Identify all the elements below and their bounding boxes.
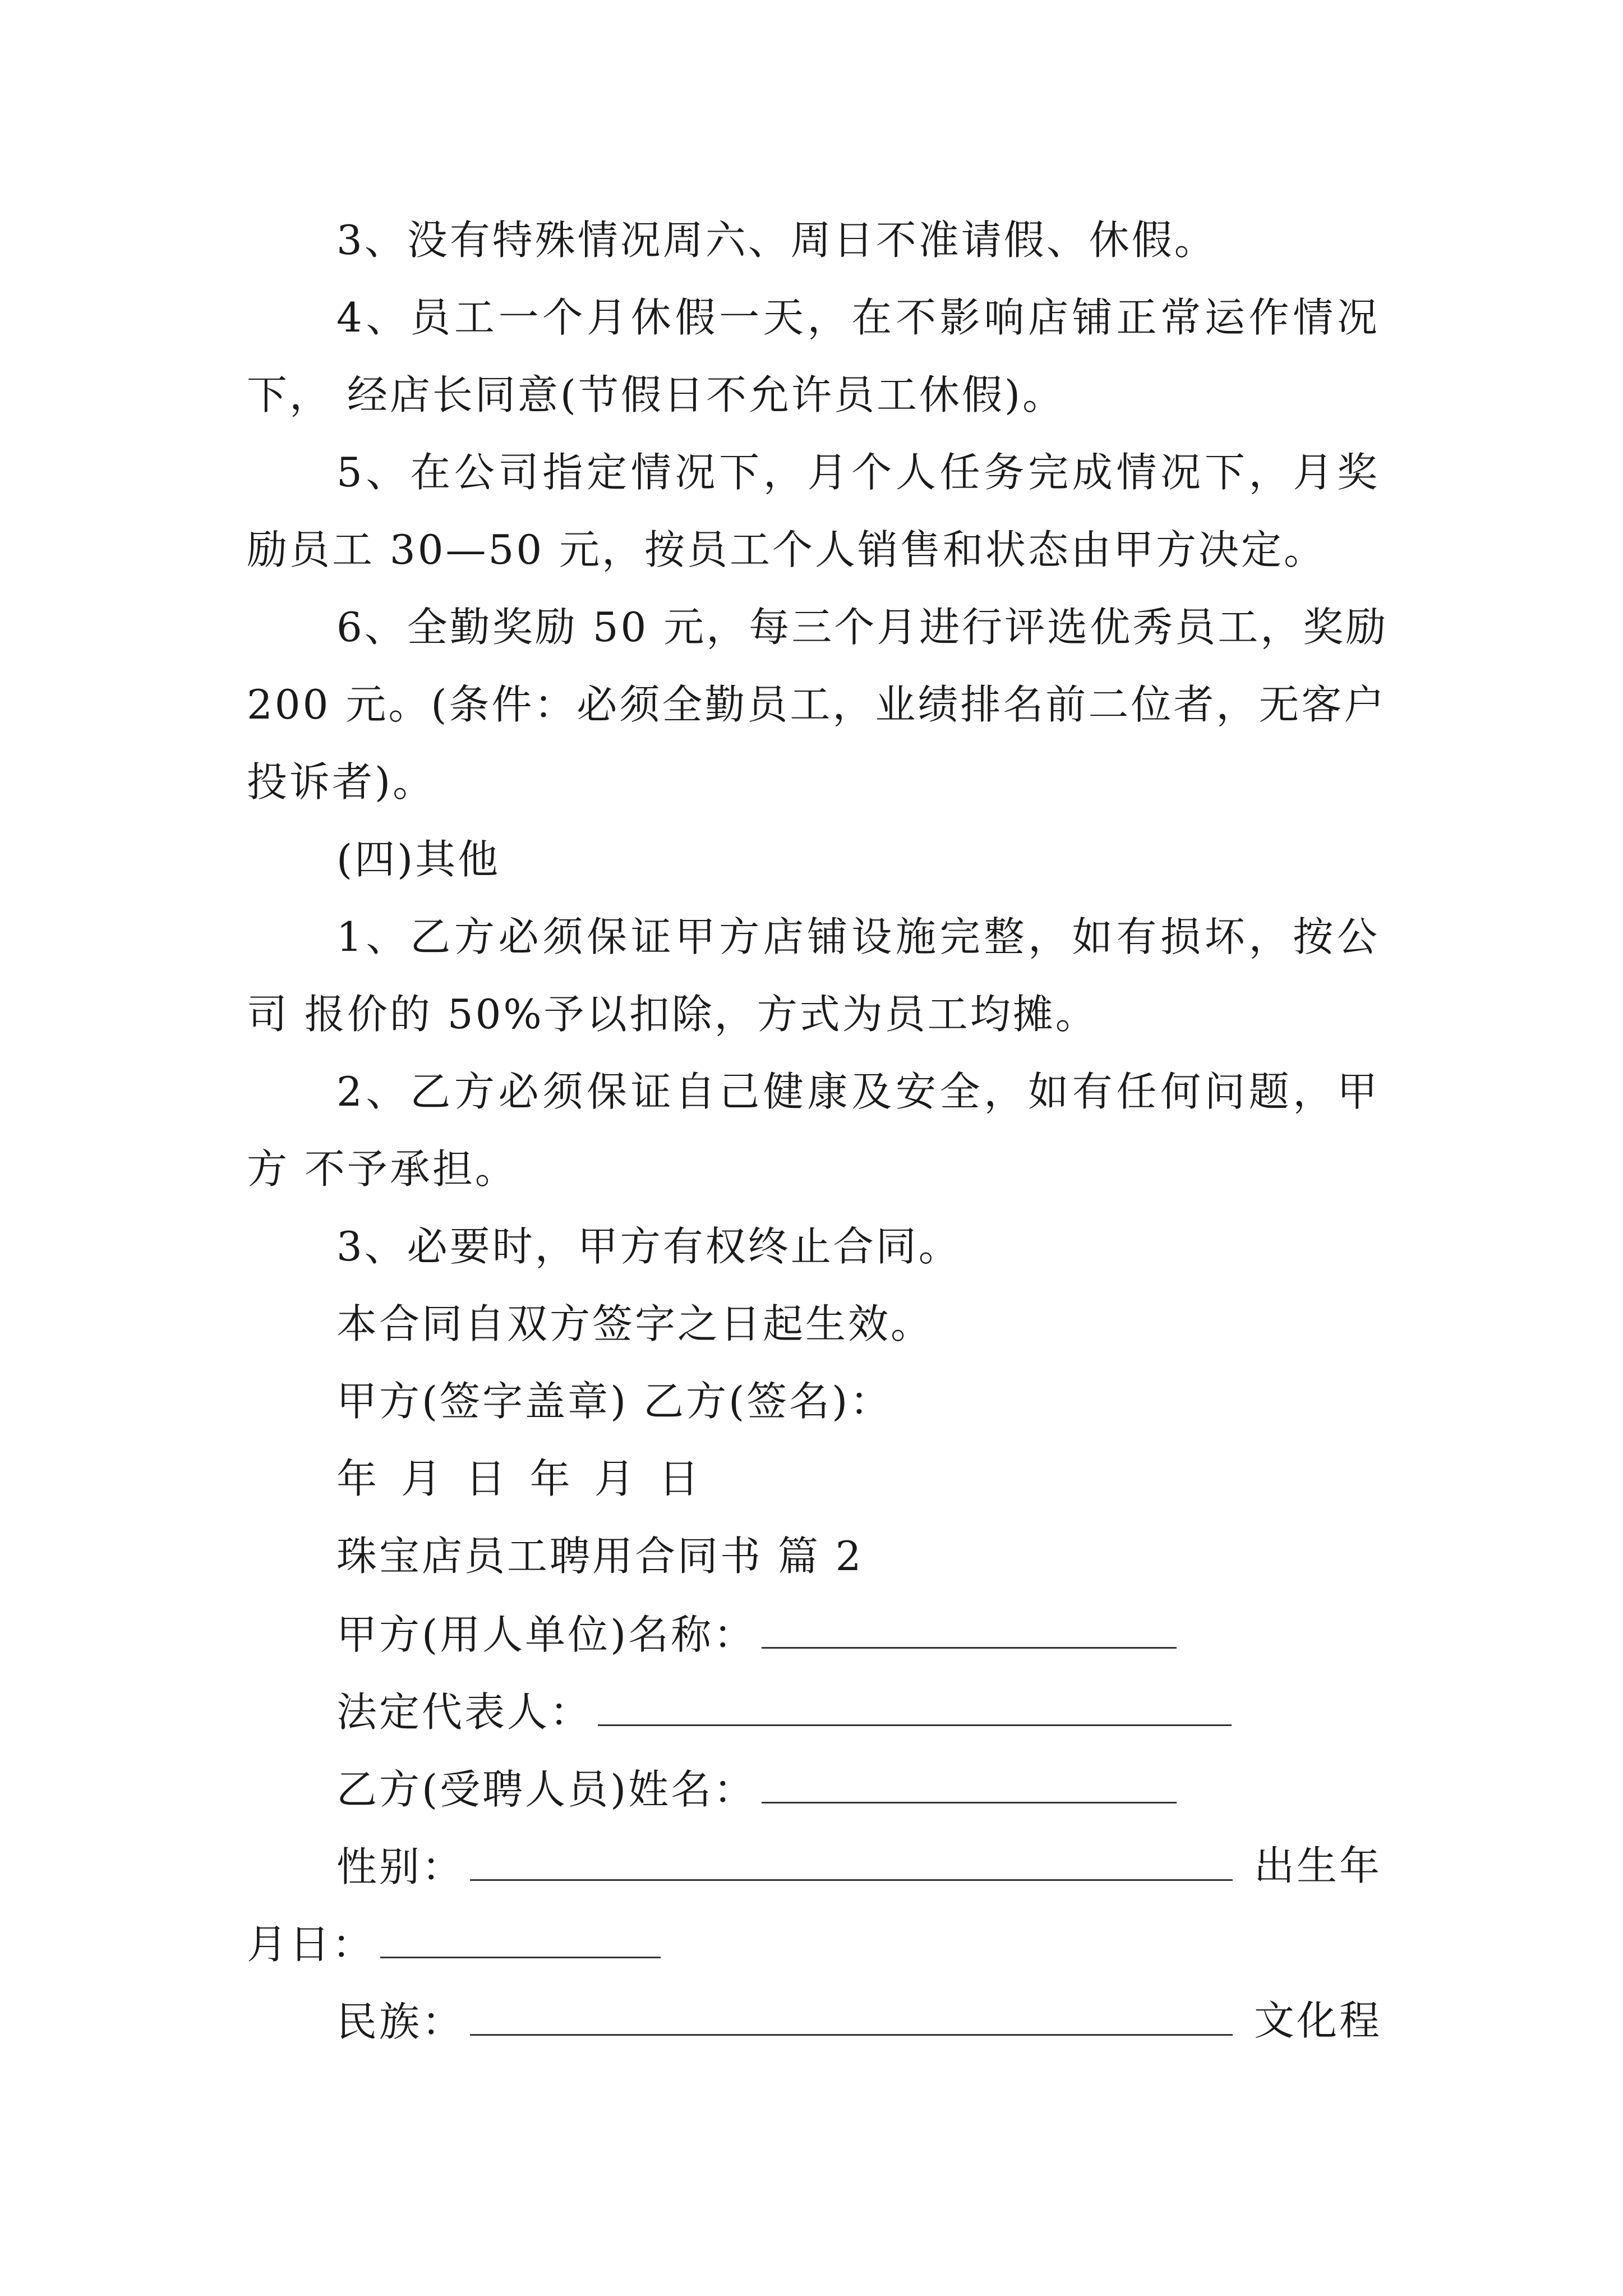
text-line-14: 3、必要时，甲方有权终止合同。: [336, 1223, 961, 1270]
contract-title-part2: 珠宝店员工聘用合同书 篇 2: [336, 1533, 864, 1580]
birth-date-row: [247, 1921, 661, 1968]
text-line-7: 200 元。(条件：必须全勤员工，业绩排名前二位者，无客户: [247, 681, 1387, 728]
text-line-13: 方 不予承担。: [247, 1145, 518, 1193]
ethnicity-row: [336, 1998, 1233, 2045]
text-line-3: 下， 经店长同意(节假日不允许员工休假)。: [247, 371, 1066, 418]
text-line-4: 5、在公司指定情况下，月个人任务完成情况下，月奖: [336, 449, 1380, 496]
text-line-10: 1、乙方必须保证甲方店铺设施完整，如有损坏，按公: [336, 913, 1380, 960]
employee-name-blank[interactable]: [762, 1768, 1177, 1803]
ethnicity-label: 民族：: [336, 1998, 465, 2045]
birth-date-label-b: 月日：: [247, 1921, 375, 1968]
text-line-11: 司 报价的 50%予以扣除，方式为员工均摊。: [247, 991, 1098, 1038]
gender-blank[interactable]: [470, 1846, 1233, 1881]
text-line-8: 投诉者)。: [247, 758, 436, 806]
text-line-2: 4、员工一个月休假一天，在不影响店铺正常运作情况: [336, 294, 1380, 341]
employee-name-label: 乙方(受聘人员)姓名：: [336, 1766, 757, 1813]
text-line-15: 本合同自双方签字之日起生效。: [336, 1300, 934, 1347]
education-label: 文化程: [1254, 1997, 1382, 2044]
text-line-12: 2、乙方必须保证自己健康及安全，如有任何问题，甲: [336, 1068, 1380, 1115]
legal-rep-blank[interactable]: [598, 1691, 1232, 1726]
section-heading-other: (四)其他: [336, 836, 501, 883]
ethnicity-blank[interactable]: [470, 2000, 1233, 2036]
date-line: 年 月 日 年 月 日: [336, 1455, 702, 1502]
employer-name-blank[interactable]: [762, 1613, 1177, 1649]
employer-name-row: [336, 1611, 1177, 1658]
text-line-1: 3、没有特殊情况周六、周日不准请假、休假。: [336, 217, 1217, 264]
gender-row: [336, 1843, 1233, 1890]
text-line-6: 6、全勤奖励 50 元，每三个月进行评选优秀员工，奖励: [336, 604, 1389, 651]
legal-rep-label: 法定代表人：: [336, 1688, 593, 1736]
birth-date-blank[interactable]: [380, 1923, 661, 1958]
birth-date-label-a: 出生年: [1254, 1842, 1382, 1889]
signature-line: 甲方(签字盖章) 乙方(签名)：: [336, 1378, 893, 1425]
employee-name-row: [336, 1766, 1177, 1813]
legal-rep-row: [336, 1688, 1232, 1736]
text-line-5: 励员工 30—50 元，按员工个人销售和状态由甲方决定。: [247, 526, 1327, 573]
gender-label: 性别：: [336, 1843, 465, 1890]
employer-name-label: 甲方(用人单位)名称：: [336, 1611, 757, 1658]
